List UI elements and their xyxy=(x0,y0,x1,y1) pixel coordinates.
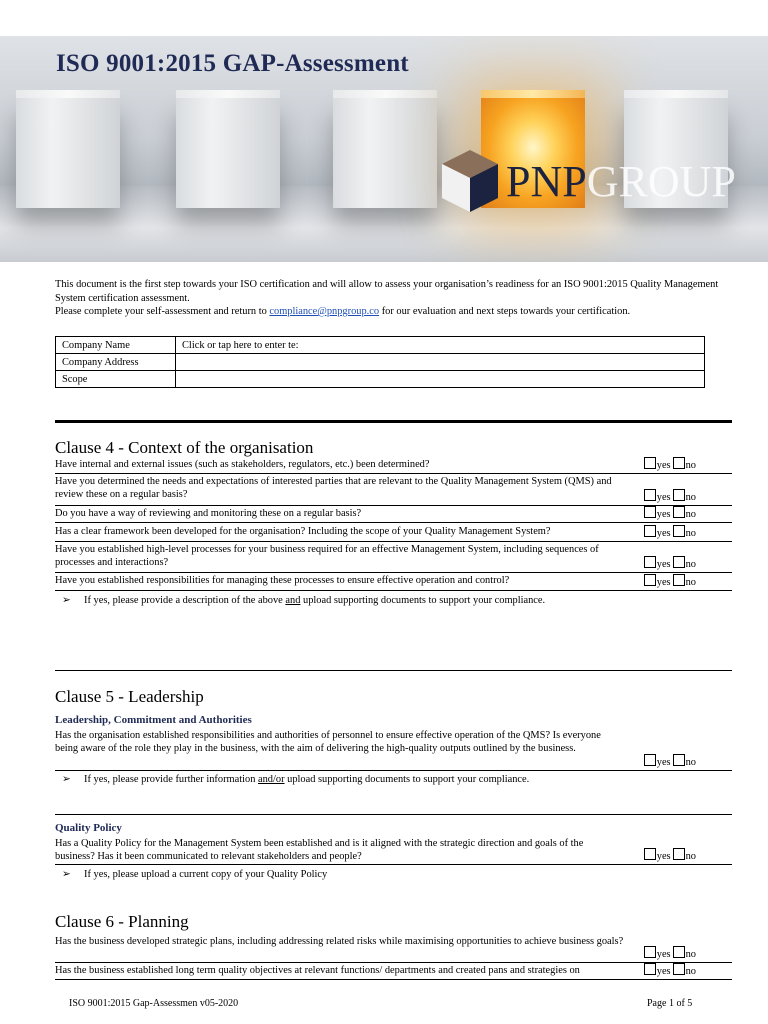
company-name-label: Company Name xyxy=(56,337,176,354)
no-checkbox[interactable] xyxy=(673,848,685,860)
question-row: Has the organisation established responsibilities and authorities of personnel to ensure effective operation of the QMS? Is everyone being aware of the role they play in the business, with the aim of delivering the high-quality outputs outlined by the business. yes no xyxy=(55,729,732,771)
logo-cube-icon xyxy=(440,148,500,214)
clause-5-heading: Clause 5 - Leadership xyxy=(55,687,204,706)
yes-checkbox[interactable] xyxy=(644,457,656,469)
question-row: Has the business established long term quality objectives at relevant functions/ departments and created pans and strategies on yes no xyxy=(55,964,732,980)
question-text: Has a clear framework been developed for the organisation? Including the scope of your Quality Management System? xyxy=(55,526,551,537)
clause-4-note: ➢ If yes, please provide a description of the above and upload supporting documents to support your compliance. xyxy=(62,595,546,606)
company-info-table xyxy=(55,336,705,388)
no-checkbox[interactable] xyxy=(673,525,685,537)
intro-text xyxy=(55,278,735,319)
arrow-bullet-icon: ➢ xyxy=(62,774,71,785)
header-banner xyxy=(0,36,768,262)
logo-text-group: GROUP xyxy=(586,157,736,206)
section-divider xyxy=(55,420,732,423)
question-text: Do you have a way of reviewing and monitoring these on a regular basis? xyxy=(55,508,362,519)
intro-instructions: Please complete your self-assessment and return to compliance@pnpgroup.co for our evaluation and next steps towards your certification. xyxy=(55,306,631,317)
question-text: Have internal and external issues (such as stakeholders, regulators, etc.) been determined? xyxy=(55,459,430,470)
clause-4-heading: Clause 4 - Context of the organisation xyxy=(55,438,314,457)
no-checkbox[interactable] xyxy=(673,574,685,586)
quality-policy-subheading: Quality Policy xyxy=(55,822,122,834)
leadership-note: ➢ If yes, please provide further information and/or upload supporting documents to support your compliance. xyxy=(62,774,530,785)
company-name-field[interactable]: Click or tap here to enter te: xyxy=(176,337,705,354)
question-row: Have you established responsibilities for managing these processes to ensure effective operation and control? yes no xyxy=(55,574,732,591)
question-row: Have internal and external issues (such as stakeholders, regulators, etc.) been determined? yes no xyxy=(55,458,732,474)
banner-cube xyxy=(16,98,120,208)
scope-label: Scope xyxy=(56,371,176,388)
document-title: ISO 9001:2015 GAP-Assessment xyxy=(56,50,409,77)
company-logo xyxy=(440,148,760,218)
yes-checkbox[interactable] xyxy=(644,848,656,860)
intro-paragraph: This document is the first step towards your ISO certification and will allow to assess your organisation’s readiness for an ISO 9001:2015 Quality Management System certification assessment. xyxy=(55,279,719,304)
question-text: Has the business developed strategic plans, including addressing related risks while maximising opportunities to achieve business goals? xyxy=(55,936,624,947)
yes-checkbox[interactable] xyxy=(644,946,656,958)
question-row: Has a Quality Policy for the Management System been established and is it aligned with the strategic direction and goals of the business? Has it been communicated to relevant stakeholders and people? yes no xyxy=(55,837,732,865)
no-checkbox[interactable] xyxy=(673,457,685,469)
banner-cube xyxy=(176,98,280,208)
question-text: Have you determined the needs and expectations of interested parties that are relevant to the Quality Management System (QMS) and review these on a regular basis? xyxy=(55,476,612,501)
question-row: Have you established high-level processes for your business required for an effective Management System, including sequences of processes and interactions? yes no xyxy=(55,543,732,573)
question-text: Have you established responsibilities for managing these processes to ensure effective operation and control? xyxy=(55,575,510,586)
table-row xyxy=(56,371,705,388)
question-row: Do you have a way of reviewing and monitoring these on a regular basis? yes no xyxy=(55,507,732,523)
no-checkbox[interactable] xyxy=(673,963,685,975)
table-row xyxy=(56,354,705,371)
footer-document-id: ISO 9001:2015 Gap-Assessmen v05-2020 xyxy=(69,998,239,1009)
arrow-bullet-icon: ➢ xyxy=(62,595,71,606)
section-divider xyxy=(55,814,732,815)
yes-checkbox[interactable] xyxy=(644,754,656,766)
question-text: Has a Quality Policy for the Management System been established and is it aligned with the strategic direction and goals of the business? Has it been communicated to relevant stakeholders and people? xyxy=(55,838,584,863)
question-text: Have you established high-level processes for your business required for an effective Management System, including sequences of processes and interactions? xyxy=(55,544,599,569)
leadership-subheading: Leadership, Commitment and Authorities xyxy=(55,714,252,726)
no-checkbox[interactable] xyxy=(673,506,685,518)
company-address-field[interactable] xyxy=(176,354,705,371)
no-checkbox[interactable] xyxy=(673,489,685,501)
table-row xyxy=(56,337,705,354)
yes-checkbox[interactable] xyxy=(644,525,656,537)
section-divider xyxy=(55,670,732,671)
compliance-email-link[interactable]: compliance@pnpgroup.co xyxy=(269,306,380,317)
yes-checkbox[interactable] xyxy=(644,506,656,518)
no-checkbox[interactable] xyxy=(673,946,685,958)
yes-checkbox[interactable] xyxy=(644,556,656,568)
yes-checkbox[interactable] xyxy=(644,963,656,975)
question-text: Has the organisation established responsibilities and authorities of personnel to ensure effective operation of the QMS? Is everyone being aware of the role they play in the business, with the aim of delivering the high-quality outputs outlined by the business. xyxy=(55,730,601,755)
quality-policy-note: ➢ If yes, please upload a current copy of your Quality Policy xyxy=(62,869,328,880)
question-row: Have you determined the needs and expectations of interested parties that are relevant to the Quality Management System (QMS) and review these on a regular basis? yes no xyxy=(55,475,732,506)
no-checkbox[interactable] xyxy=(673,556,685,568)
footer-page-number: Page 1 of 5 xyxy=(647,998,693,1009)
clause-6-heading: Clause 6 - Planning xyxy=(55,912,189,931)
no-checkbox[interactable] xyxy=(673,754,685,766)
question-row: Has a clear framework been developed for the organisation? Including the scope of your Quality Management System? yes no xyxy=(55,525,732,542)
logo-text-pnp: PNP xyxy=(506,157,587,206)
scope-field[interactable] xyxy=(176,371,705,388)
arrow-bullet-icon: ➢ xyxy=(62,869,71,880)
banner-cube xyxy=(333,98,437,208)
yes-checkbox[interactable] xyxy=(644,489,656,501)
question-text: Has the business established long term quality objectives at relevant functions/ departments and created pans and strategies on xyxy=(55,965,580,976)
yes-checkbox[interactable] xyxy=(644,574,656,586)
company-address-label: Company Address xyxy=(56,354,176,371)
question-row: Has the business developed strategic plans, including addressing related risks while maximising opportunities to achieve business goals? yes no xyxy=(55,935,732,963)
